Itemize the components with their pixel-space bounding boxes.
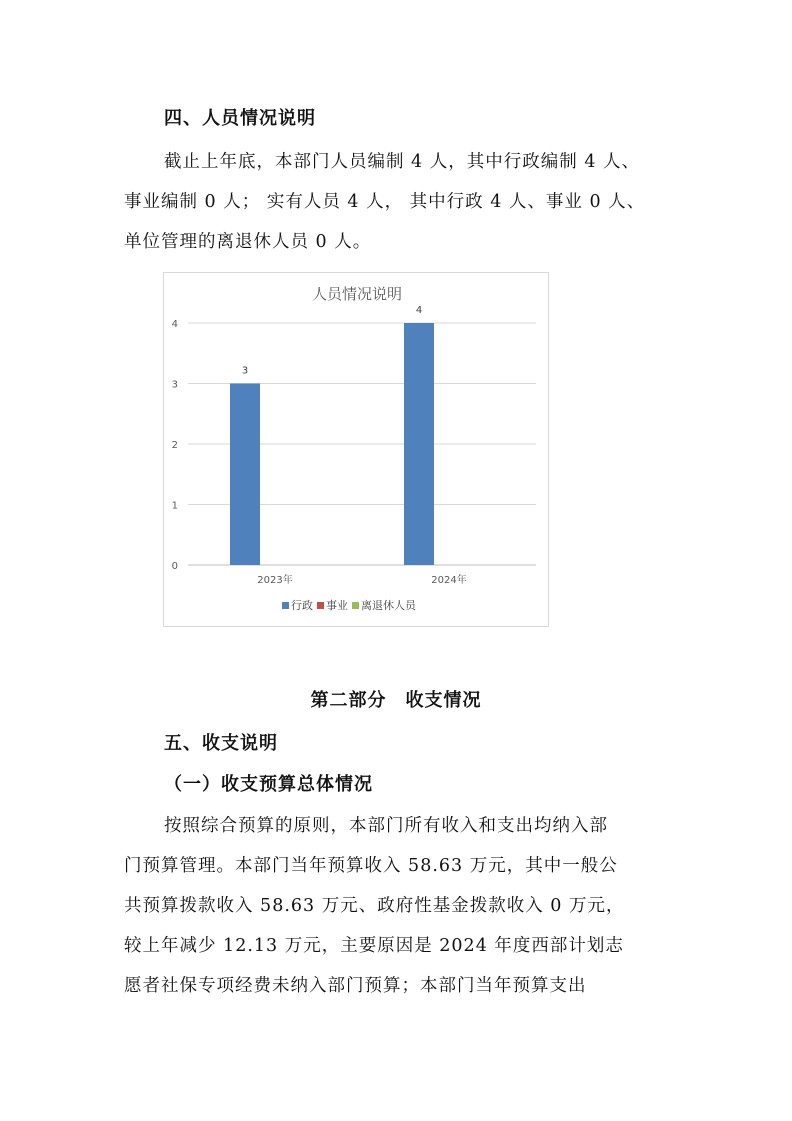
paragraph-line: 门预算管理。本部门当年预算收入 58.63 万元，其中一般公 [124,856,618,876]
y-tick-label: 2 [171,440,178,451]
chart-title: 人员情况说明 [311,285,403,303]
paragraph-line: 单位管理的离退休人员 0 人。 [124,232,372,252]
section-4-paragraph [124,142,684,262]
legend-label: 事业 [326,599,348,612]
legend-label: 行政 [291,599,313,612]
legend-swatch [282,602,289,609]
section-5-heading: 五、收支说明 [164,733,278,754]
y-tick-label: 3 [171,379,178,391]
staff-chart [163,272,549,627]
section-5-paragraph [124,806,684,1006]
data-label: 3 [241,365,249,377]
y-tick-label: 1 [171,500,178,512]
chart-canvas [164,273,550,628]
y-tick-label: 0 [171,561,178,572]
paragraph-line: 共预算拨款收入 58.63 万元、政府性基金拨款收入 0 万元， [124,896,625,916]
y-tick-label: 4 [171,319,178,330]
part-2-title: 第二部分 收支情况 [310,690,482,711]
paragraph-line: 按照综合预算的原则，本部门所有收入和支出均纳入部 [164,816,608,836]
legend-label: 离退休人员 [361,599,416,612]
bar-行政 [404,323,434,565]
bar-行政 [230,384,260,566]
paragraph-line: 截止上年底，本部门人员编制 4 人，其中行政编制 4 人、 [164,152,641,172]
section-4-heading: 四、人员情况说明 [164,108,316,129]
legend-swatch [317,602,324,609]
paragraph-line: 较上年减少 12.13 万元，主要原因是 2024 年度西部计划志 [124,936,624,956]
x-tick-label: 2024年 [431,575,467,586]
section-5-subheading: （一）收支预算总体情况 [164,774,373,795]
paragraph-line: 事业编制 0 人； 实有人员 4 人， 其中行政 4 人、事业 0 人、 [124,192,646,212]
x-tick-label: 2023年 [257,575,293,586]
legend-swatch [352,602,359,609]
paragraph-line: 愿者社保专项经费未纳入部门预算；本部门当年预算支出 [124,976,587,996]
data-label: 4 [415,305,423,316]
